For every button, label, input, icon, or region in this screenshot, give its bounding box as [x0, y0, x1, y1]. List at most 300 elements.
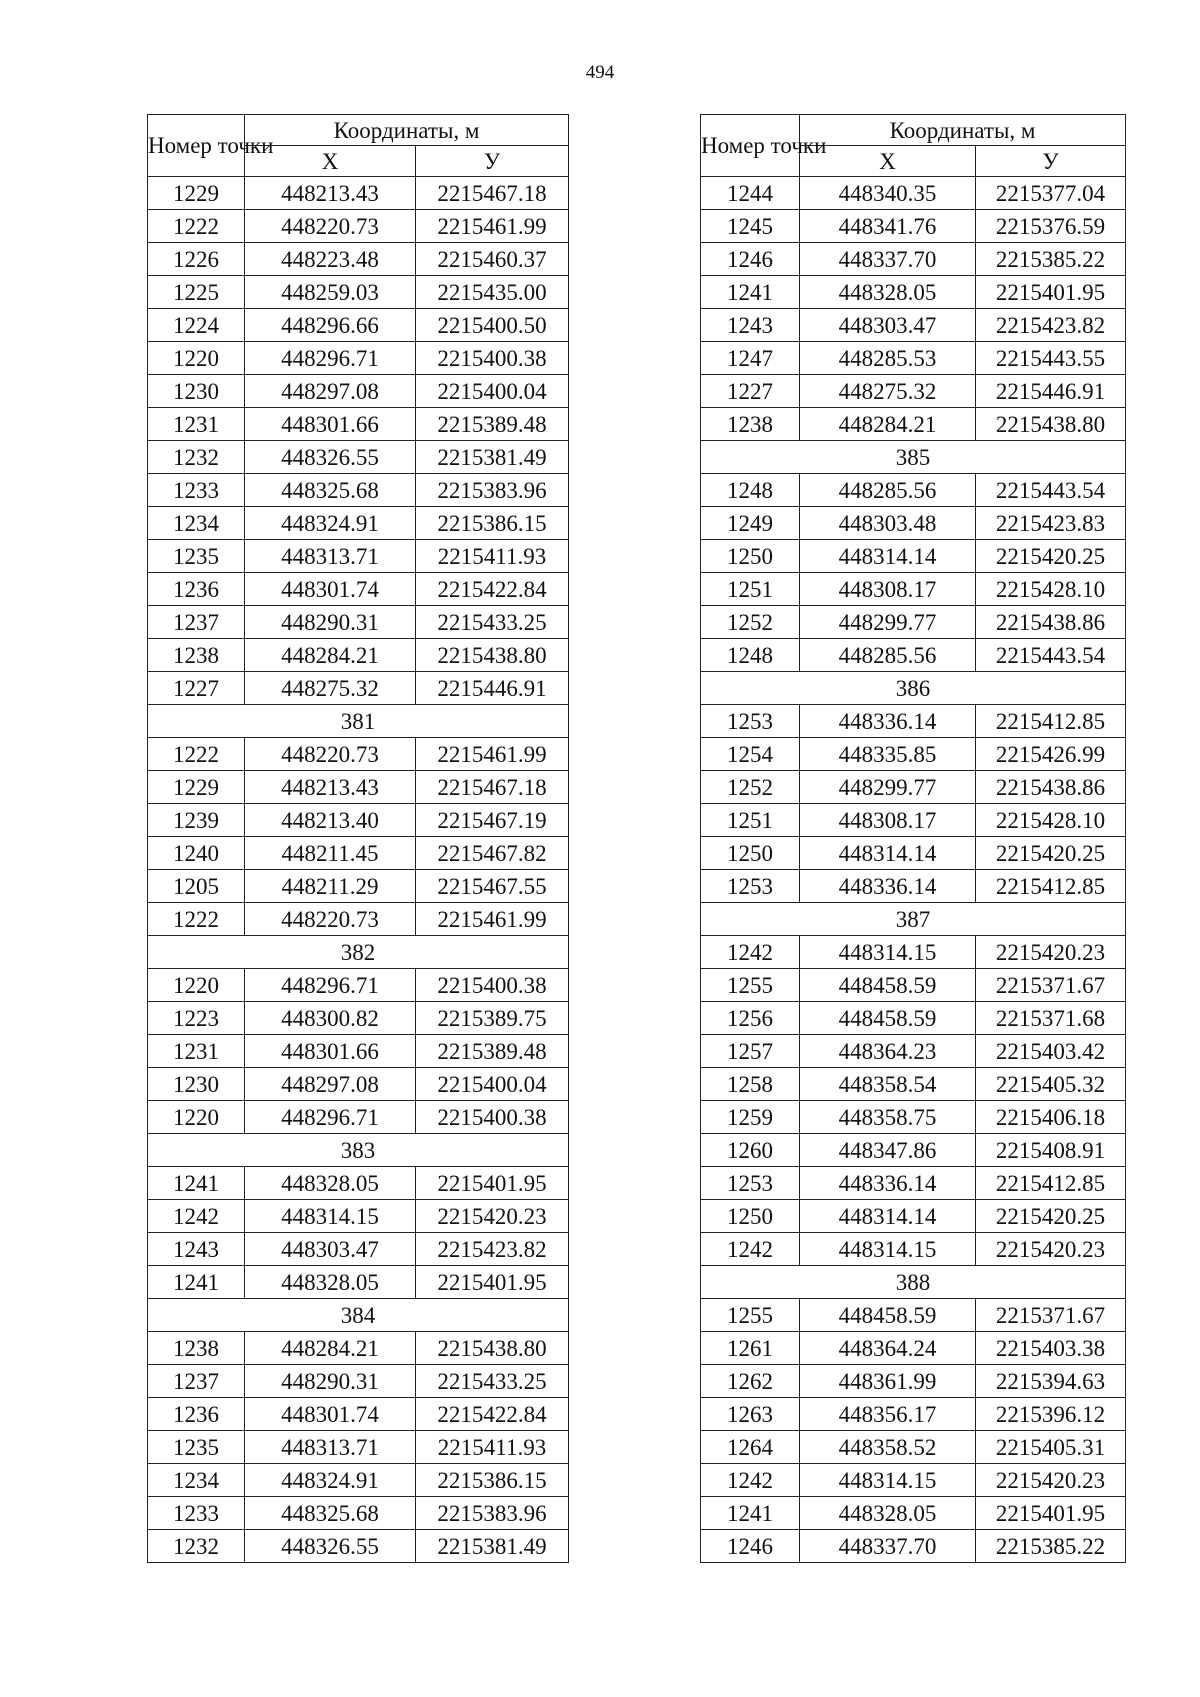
- x-coordinate-cell: 448314.15: [800, 936, 976, 969]
- point-number-cell: 1243: [148, 1233, 245, 1266]
- y-coordinate-cell: 2215400.38: [416, 342, 569, 375]
- x-coordinate-cell: 448313.71: [245, 1431, 416, 1464]
- page-number: 494: [585, 62, 615, 83]
- x-coordinate-cell: 448308.17: [800, 573, 976, 606]
- x-coordinate-cell: 448356.17: [800, 1398, 976, 1431]
- y-coordinate-cell: 2215438.86: [976, 771, 1126, 804]
- point-number-cell: 1241: [148, 1266, 245, 1299]
- table-row: [701, 705, 1126, 738]
- x-coordinate-cell: 448213.43: [245, 177, 416, 210]
- table-row: [148, 507, 569, 540]
- y-coordinate-cell: 2215403.42: [976, 1035, 1126, 1068]
- point-number-cell: 1234: [148, 1464, 245, 1497]
- x-coordinate-cell: 448335.85: [800, 738, 976, 771]
- x-coordinate-cell: 448328.05: [245, 1167, 416, 1200]
- point-number-cell: 1255: [701, 969, 800, 1002]
- x-coordinate-cell: 448328.05: [245, 1266, 416, 1299]
- table-row: [148, 1167, 569, 1200]
- x-coordinate-cell: 448458.59: [800, 1002, 976, 1035]
- point-number-cell: 1252: [701, 771, 800, 804]
- table-row: [701, 606, 1126, 639]
- x-coordinate-cell: 448325.68: [245, 1497, 416, 1530]
- y-coordinate-cell: 2215403.38: [976, 1332, 1126, 1365]
- table-row: [148, 606, 569, 639]
- y-coordinate-cell: 2215438.86: [976, 606, 1126, 639]
- y-coordinate-cell: 2215420.23: [976, 1464, 1126, 1497]
- y-coordinate-cell: 2215385.22: [976, 243, 1126, 276]
- table-row: [148, 474, 569, 507]
- x-coordinate-cell: 448213.43: [245, 771, 416, 804]
- y-coordinate-cell: 2215443.54: [976, 639, 1126, 672]
- coordinates-table-left: [147, 114, 569, 1563]
- point-number-cell: 1230: [148, 1068, 245, 1101]
- x-coordinate-cell: 448328.05: [800, 1497, 976, 1530]
- table-row: [701, 1233, 1126, 1266]
- x-coordinate-cell: 448297.08: [245, 375, 416, 408]
- point-number-cell: 1235: [148, 1431, 245, 1464]
- section-row: [148, 936, 569, 969]
- y-coordinate-cell: 2215438.80: [976, 408, 1126, 441]
- x-coordinate-cell: 448336.14: [800, 1167, 976, 1200]
- x-coordinate-cell: 448347.86: [800, 1134, 976, 1167]
- table-row: [701, 507, 1126, 540]
- x-coordinate-cell: 448361.99: [800, 1365, 976, 1398]
- table-row: [148, 903, 569, 936]
- table-row: [701, 243, 1126, 276]
- table-row: [148, 969, 569, 1002]
- table-row: [148, 1464, 569, 1497]
- table-row: [148, 441, 569, 474]
- point-number-cell: 1248: [701, 474, 800, 507]
- table-row: [701, 540, 1126, 573]
- x-coordinate-cell: 448325.68: [245, 474, 416, 507]
- table-row: [148, 837, 569, 870]
- table-row: [148, 1101, 569, 1134]
- y-coordinate-cell: 2215401.95: [416, 1167, 569, 1200]
- section-number: 383: [148, 1134, 569, 1167]
- point-number-cell: 1253: [701, 870, 800, 903]
- x-coordinate-cell: 448301.66: [245, 408, 416, 441]
- y-coordinate-cell: 2215400.38: [416, 1101, 569, 1134]
- x-coordinate-cell: 448358.75: [800, 1101, 976, 1134]
- y-coordinate-cell: 2215467.19: [416, 804, 569, 837]
- x-coordinate-cell: 448296.66: [245, 309, 416, 342]
- point-number-cell: 1249: [701, 507, 800, 540]
- point-number-cell: 1242: [148, 1200, 245, 1233]
- x-coordinate-cell: 448223.48: [245, 243, 416, 276]
- x-coordinate-cell: 448313.71: [245, 540, 416, 573]
- table-row: [148, 1431, 569, 1464]
- table-row: [701, 1332, 1126, 1365]
- table-row: [701, 804, 1126, 837]
- table-row: [148, 177, 569, 210]
- y-coordinate-cell: 2215383.96: [416, 1497, 569, 1530]
- x-coordinate-cell: 448284.21: [245, 1332, 416, 1365]
- point-number-cell: 1248: [701, 639, 800, 672]
- table-row: [701, 870, 1126, 903]
- point-number-cell: 1225: [148, 276, 245, 309]
- y-coordinate-cell: 2215385.22: [976, 1530, 1126, 1563]
- x-coordinate-cell: 448308.17: [800, 804, 976, 837]
- table-row: [701, 1002, 1126, 1035]
- x-coordinate-cell: 448285.56: [800, 639, 976, 672]
- x-coordinate-cell: 448301.74: [245, 573, 416, 606]
- x-coordinate-cell: 448358.54: [800, 1068, 976, 1101]
- point-number-cell: 1220: [148, 1101, 245, 1134]
- point-number-cell: 1241: [148, 1167, 245, 1200]
- y-coordinate-cell: 2215381.49: [416, 1530, 569, 1563]
- point-number-cell: 1261: [701, 1332, 800, 1365]
- x-coordinate-cell: 448299.77: [800, 606, 976, 639]
- x-coordinate-cell: 448303.47: [245, 1233, 416, 1266]
- y-coordinate-cell: 2215423.83: [976, 507, 1126, 540]
- y-coordinate-cell: 2215428.10: [976, 804, 1126, 837]
- y-coordinate-cell: 2215406.18: [976, 1101, 1126, 1134]
- table-row: [701, 1299, 1126, 1332]
- x-coordinate-cell: 448220.73: [245, 903, 416, 936]
- section-row: [148, 705, 569, 738]
- point-number-cell: 1241: [701, 276, 800, 309]
- y-coordinate-cell: 2215467.18: [416, 771, 569, 804]
- x-coordinate-cell: 448324.91: [245, 507, 416, 540]
- table-row: [701, 969, 1126, 1002]
- point-number-cell: 1234: [148, 507, 245, 540]
- table-row: [701, 1134, 1126, 1167]
- x-coordinate-cell: 448364.23: [800, 1035, 976, 1068]
- section-number: 382: [148, 936, 569, 969]
- y-coordinate-cell: 2215460.37: [416, 243, 569, 276]
- x-coordinate-cell: 448314.14: [800, 540, 976, 573]
- point-number-cell: 1247: [701, 342, 800, 375]
- table-row: [701, 276, 1126, 309]
- y-coordinate-cell: 2215394.63: [976, 1365, 1126, 1398]
- table-row: [701, 177, 1126, 210]
- y-coordinate-cell: 2215467.55: [416, 870, 569, 903]
- x-coordinate-cell: 448326.55: [245, 441, 416, 474]
- x-coordinate-cell: 448340.35: [800, 177, 976, 210]
- section-number: 381: [148, 705, 569, 738]
- table-row: [148, 1530, 569, 1563]
- x-coordinate-cell: 448301.66: [245, 1035, 416, 1068]
- y-coordinate-cell: 2215446.91: [976, 375, 1126, 408]
- point-number-cell: 1250: [701, 1200, 800, 1233]
- point-number-cell: 1255: [701, 1299, 800, 1332]
- x-coordinate-cell: 448275.32: [800, 375, 976, 408]
- y-coordinate-cell: 2215389.75: [416, 1002, 569, 1035]
- table-row: [148, 342, 569, 375]
- y-coordinate-cell: 2215381.49: [416, 441, 569, 474]
- x-coordinate-cell: 448284.21: [245, 639, 416, 672]
- y-coordinate-cell: 2215461.99: [416, 738, 569, 771]
- x-coordinate-cell: 448296.71: [245, 969, 416, 1002]
- point-number-cell: 1238: [148, 639, 245, 672]
- y-coordinate-cell: 2215396.12: [976, 1398, 1126, 1431]
- point-number-cell: 1233: [148, 1497, 245, 1530]
- section-number: 385: [701, 441, 1126, 474]
- y-coordinate-cell: 2215412.85: [976, 1167, 1126, 1200]
- x-coordinate-cell: 448303.48: [800, 507, 976, 540]
- table-row: [701, 1200, 1126, 1233]
- y-coordinate-cell: 2215371.67: [976, 969, 1126, 1002]
- table-row: [701, 1167, 1126, 1200]
- table-row: [701, 573, 1126, 606]
- coordinates-table-right: [700, 114, 1126, 1563]
- x-coordinate-cell: 448336.14: [800, 870, 976, 903]
- table-row: [701, 1530, 1126, 1563]
- point-number-cell: 1229: [148, 177, 245, 210]
- y-coordinate-cell: 2215435.00: [416, 276, 569, 309]
- x-coordinate-cell: 448324.91: [245, 1464, 416, 1497]
- y-coordinate-cell: 2215443.54: [976, 474, 1126, 507]
- table-row: [148, 1398, 569, 1431]
- x-coordinate-cell: 448220.73: [245, 210, 416, 243]
- x-coordinate-cell: 448337.70: [800, 243, 976, 276]
- x-coordinate-cell: 448296.71: [245, 1101, 416, 1134]
- table-row: [148, 1002, 569, 1035]
- x-coordinate-cell: 448211.45: [245, 837, 416, 870]
- y-coordinate-cell: 2215389.48: [416, 1035, 569, 1068]
- point-number-cell: 1222: [148, 903, 245, 936]
- y-coordinate-cell: 2215377.04: [976, 177, 1126, 210]
- y-coordinate-cell: 2215400.04: [416, 375, 569, 408]
- table-row: [701, 771, 1126, 804]
- x-coordinate-cell: 448211.29: [245, 870, 416, 903]
- x-coordinate-cell: 448290.31: [245, 606, 416, 639]
- x-coordinate-cell: 448314.15: [800, 1464, 976, 1497]
- table-row: [701, 1365, 1126, 1398]
- point-number-cell: 1220: [148, 969, 245, 1002]
- table-row: [148, 276, 569, 309]
- point-number-cell: 1232: [148, 441, 245, 474]
- section-number: 387: [701, 903, 1126, 936]
- x-coordinate-cell: 448285.56: [800, 474, 976, 507]
- point-number-cell: 1220: [148, 342, 245, 375]
- point-number-cell: 1246: [701, 243, 800, 276]
- x-header: X: [245, 146, 416, 177]
- y-coordinate-cell: 2215412.85: [976, 870, 1126, 903]
- table-row: [701, 639, 1126, 672]
- y-coordinate-cell: 2215386.15: [416, 1464, 569, 1497]
- table-row: [148, 573, 569, 606]
- point-number-cell: 1230: [148, 375, 245, 408]
- y-coordinate-cell: 2215446.91: [416, 672, 569, 705]
- point-number-cell: 1235: [148, 540, 245, 573]
- point-number-cell: 1259: [701, 1101, 800, 1134]
- table-row: [701, 738, 1126, 771]
- table-row: [148, 243, 569, 276]
- x-coordinate-cell: 448301.74: [245, 1398, 416, 1431]
- x-coordinate-cell: 448314.15: [800, 1233, 976, 1266]
- point-number-cell: 1222: [148, 738, 245, 771]
- section-row: [701, 672, 1126, 705]
- point-number-cell: 1231: [148, 1035, 245, 1068]
- point-number-cell: 1231: [148, 408, 245, 441]
- y-coordinate-cell: 2215376.59: [976, 210, 1126, 243]
- x-coordinate-cell: 448275.32: [245, 672, 416, 705]
- table-row: [701, 1431, 1126, 1464]
- table-row: [148, 1497, 569, 1530]
- table-row: [148, 1365, 569, 1398]
- table-row: [701, 375, 1126, 408]
- point-number-cell: 1227: [701, 375, 800, 408]
- y-header: У: [416, 146, 569, 177]
- table-row: [701, 1035, 1126, 1068]
- table-row: [701, 309, 1126, 342]
- y-coordinate-cell: 2215401.95: [416, 1266, 569, 1299]
- x-coordinate-cell: 448220.73: [245, 738, 416, 771]
- table-body: [701, 177, 1126, 1563]
- point-number-cell: 1264: [701, 1431, 800, 1464]
- table-row: [148, 672, 569, 705]
- x-coordinate-cell: 448297.08: [245, 1068, 416, 1101]
- y-coordinate-cell: 2215467.82: [416, 837, 569, 870]
- section-row: [701, 903, 1126, 936]
- y-coordinate-cell: 2215411.93: [416, 540, 569, 573]
- table-row: [701, 1464, 1126, 1497]
- table-row: [148, 1200, 569, 1233]
- point-number-cell: 1250: [701, 540, 800, 573]
- table-body: [148, 177, 569, 1563]
- point-number-cell: 1232: [148, 1530, 245, 1563]
- y-coordinate-cell: 2215420.23: [976, 936, 1126, 969]
- section-row: [148, 1134, 569, 1167]
- point-number-cell: 1237: [148, 1365, 245, 1398]
- y-coordinate-cell: 2215420.25: [976, 540, 1126, 573]
- y-coordinate-cell: 2215422.84: [416, 573, 569, 606]
- point-number-cell: 1250: [701, 837, 800, 870]
- y-coordinate-cell: 2215389.48: [416, 408, 569, 441]
- table-row: [148, 1266, 569, 1299]
- point-number-cell: 1242: [701, 1464, 800, 1497]
- y-coordinate-cell: 2215420.25: [976, 1200, 1126, 1233]
- y-coordinate-cell: 2215400.50: [416, 309, 569, 342]
- table-row: [701, 1497, 1126, 1530]
- point-number-cell: 1253: [701, 1167, 800, 1200]
- x-coordinate-cell: 448303.47: [800, 309, 976, 342]
- table-row: [148, 1068, 569, 1101]
- point-number-cell: 1242: [701, 936, 800, 969]
- y-coordinate-cell: 2215401.95: [976, 276, 1126, 309]
- table-row: [701, 474, 1126, 507]
- y-coordinate-cell: 2215400.38: [416, 969, 569, 1002]
- table-row: [701, 1101, 1126, 1134]
- point-number-cell: 1258: [701, 1068, 800, 1101]
- point-number-cell: 1252: [701, 606, 800, 639]
- y-coordinate-cell: 2215400.04: [416, 1068, 569, 1101]
- point-number-cell: 1242: [701, 1233, 800, 1266]
- y-coordinate-cell: 2215420.25: [976, 837, 1126, 870]
- table-row: [148, 540, 569, 573]
- y-coordinate-cell: 2215443.55: [976, 342, 1126, 375]
- y-coordinate-cell: 2215405.31: [976, 1431, 1126, 1464]
- table-row: [701, 408, 1126, 441]
- x-coordinate-cell: 448299.77: [800, 771, 976, 804]
- section-number: 388: [701, 1266, 1126, 1299]
- section-row: [701, 1266, 1126, 1299]
- y-coordinate-cell: 2215461.99: [416, 210, 569, 243]
- x-coordinate-cell: 448328.05: [800, 276, 976, 309]
- y-coordinate-cell: 2215371.68: [976, 1002, 1126, 1035]
- section-number: 384: [148, 1299, 569, 1332]
- table-row: [148, 738, 569, 771]
- x-coordinate-cell: 448285.53: [800, 342, 976, 375]
- x-coordinate-cell: 448300.82: [245, 1002, 416, 1035]
- x-coordinate-cell: 448358.52: [800, 1431, 976, 1464]
- y-coordinate-cell: 2215420.23: [976, 1233, 1126, 1266]
- y-coordinate-cell: 2215426.99: [976, 738, 1126, 771]
- table-row: [148, 804, 569, 837]
- point-number-cell: 1205: [148, 870, 245, 903]
- point-number-cell: 1244: [701, 177, 800, 210]
- y-coordinate-cell: 2215411.93: [416, 1431, 569, 1464]
- section-row: [701, 441, 1126, 474]
- point-number-header: Номер точки: [148, 115, 245, 177]
- point-number-cell: 1251: [701, 573, 800, 606]
- y-coordinate-cell: 2215461.99: [416, 903, 569, 936]
- table-row: [148, 870, 569, 903]
- x-coordinate-cell: 448259.03: [245, 276, 416, 309]
- point-number-cell: 1260: [701, 1134, 800, 1167]
- y-coordinate-cell: 2215412.85: [976, 705, 1126, 738]
- point-number-cell: 1253: [701, 705, 800, 738]
- table-row: [701, 342, 1126, 375]
- table-row: [148, 639, 569, 672]
- x-coordinate-cell: 448337.70: [800, 1530, 976, 1563]
- table-row: [148, 771, 569, 804]
- x-coordinate-cell: 448213.40: [245, 804, 416, 837]
- x-coordinate-cell: 448290.31: [245, 1365, 416, 1398]
- x-header: X: [800, 146, 976, 177]
- point-number-cell: 1238: [148, 1332, 245, 1365]
- y-coordinate-cell: 2215438.80: [416, 639, 569, 672]
- y-coordinate-cell: 2215422.84: [416, 1398, 569, 1431]
- x-coordinate-cell: 448296.71: [245, 342, 416, 375]
- y-header: У: [976, 146, 1126, 177]
- table-row: [148, 309, 569, 342]
- point-number-cell: 1240: [148, 837, 245, 870]
- x-coordinate-cell: 448314.14: [800, 1200, 976, 1233]
- point-number-cell: 1236: [148, 1398, 245, 1431]
- point-number-cell: 1245: [701, 210, 800, 243]
- x-coordinate-cell: 448284.21: [800, 408, 976, 441]
- x-coordinate-cell: 448314.14: [800, 837, 976, 870]
- point-number-cell: 1257: [701, 1035, 800, 1068]
- x-coordinate-cell: 448458.59: [800, 969, 976, 1002]
- y-coordinate-cell: 2215433.25: [416, 606, 569, 639]
- y-coordinate-cell: 2215386.15: [416, 507, 569, 540]
- x-coordinate-cell: 448326.55: [245, 1530, 416, 1563]
- point-number-cell: 1263: [701, 1398, 800, 1431]
- point-number-cell: 1238: [701, 408, 800, 441]
- point-number-cell: 1236: [148, 573, 245, 606]
- point-number-cell: 1233: [148, 474, 245, 507]
- point-number-cell: 1227: [148, 672, 245, 705]
- table-row: [148, 210, 569, 243]
- table-row: [701, 1398, 1126, 1431]
- point-number-cell: 1223: [148, 1002, 245, 1035]
- table-row: [148, 1035, 569, 1068]
- x-coordinate-cell: 448336.14: [800, 705, 976, 738]
- y-coordinate-cell: 2215467.18: [416, 177, 569, 210]
- point-number-cell: 1224: [148, 309, 245, 342]
- y-coordinate-cell: 2215438.80: [416, 1332, 569, 1365]
- x-coordinate-cell: 448458.59: [800, 1299, 976, 1332]
- table-row: [701, 936, 1126, 969]
- point-number-header: Номер точки: [701, 115, 800, 177]
- y-coordinate-cell: 2215420.23: [416, 1200, 569, 1233]
- point-number-cell: 1222: [148, 210, 245, 243]
- section-row: [148, 1299, 569, 1332]
